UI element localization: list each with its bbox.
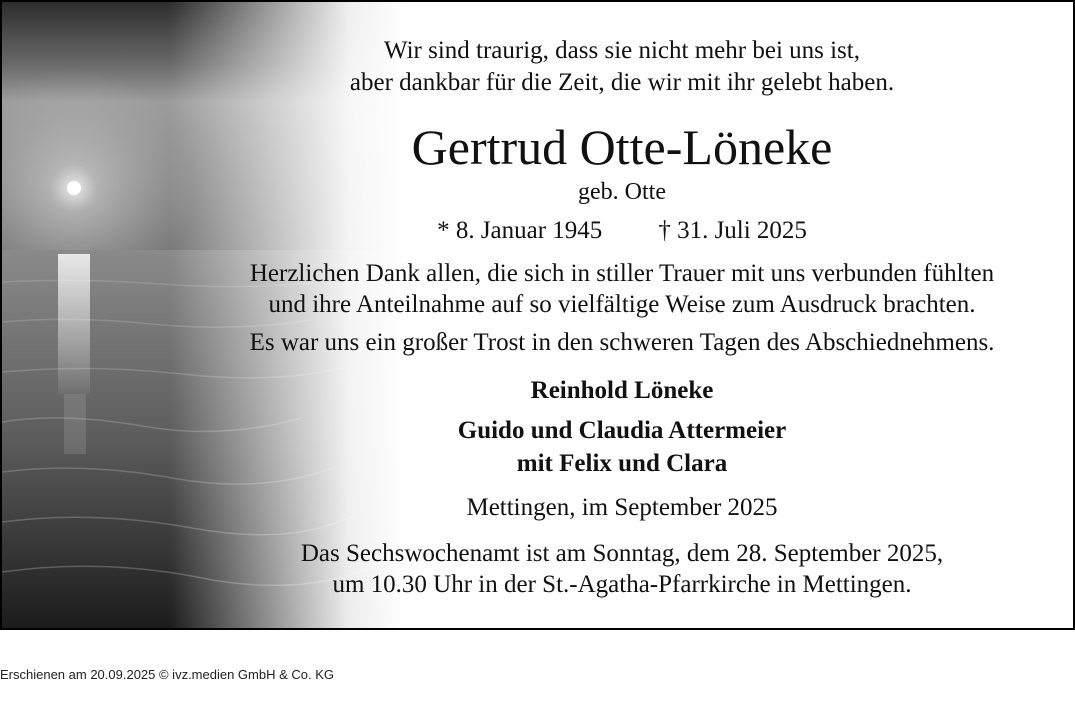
life-dates bbox=[192, 215, 1052, 247]
thanks-line: Herzlichen Dank allen, die sich in stiller Trauer mit uns verbunden fühlten bbox=[249, 260, 995, 287]
birth-name: geb. Otte bbox=[578, 179, 666, 205]
comfort-text: Es war uns ein großer Trost in den schweren Tagen des Abschiednehmens. bbox=[249, 329, 995, 356]
death-date: † 31. Juli 2025 bbox=[658, 217, 807, 244]
quote bbox=[192, 35, 1052, 99]
birth-date: * 8. Januar 1945 bbox=[437, 217, 603, 244]
signatory: Guido und Claudia Attermeier bbox=[457, 417, 787, 444]
place-date: Mettingen, im September 2025 bbox=[466, 494, 778, 521]
deceased-name: Gertrud Otte-Löneke bbox=[411, 119, 833, 175]
publication-footer: Erschienen am 20.09.2025 © ivz.medien GmbH & Co. KG bbox=[0, 667, 335, 682]
mass-line: Das Sechswochenamt ist am Sonntag, dem 28. September 2025, bbox=[300, 540, 944, 567]
quote-line: aber dankbar für die Zeit, die wir mit ihr gelebt haben. bbox=[349, 69, 895, 96]
thanks-text bbox=[192, 258, 1052, 320]
signatory: Reinhold Löneke bbox=[530, 377, 714, 404]
memorial-mass-info bbox=[192, 538, 1052, 600]
quote-line: Wir sind traurig, dass sie nicht mehr bei uns ist, bbox=[383, 37, 860, 64]
mass-line: um 10.30 Uhr in der St.-Agatha-Pfarrkirche in Mettingen. bbox=[332, 571, 912, 598]
signatory: mit Felix und Clara bbox=[516, 450, 728, 477]
thanks-line: und ihre Anteilnahme auf so vielfältige Weise zum Ausdruck brachten. bbox=[268, 291, 976, 318]
